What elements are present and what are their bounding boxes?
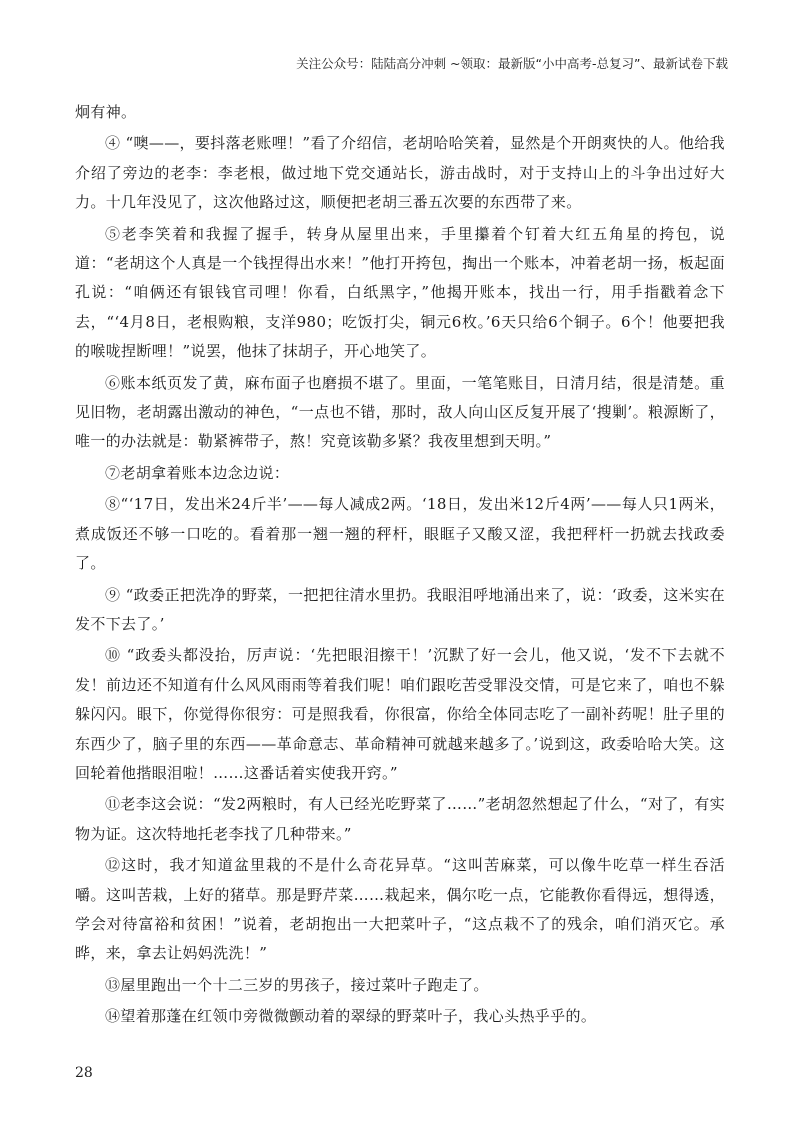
article-body: [75, 98, 725, 1034]
paragraph-4: ④ “噢——，要抖落老账哩！”看了介绍信，老胡哈哈笑着，显然是个开朗爽快的人。他给我介绍了旁边的老李：李老根，做过地下党交通站长，游击战时，对于支持山上的斗争出过好大力。十几年没见了，这次他路过这，顺便把老胡三番五次要的东西带了来。: [75, 134, 725, 212]
paragraph-10: ⑩ “政委头都没抬，厉声说：‘先把眼泪擦干！’沉默了好一会儿，他又说，‘发不下去就不发！前边还不知道有什么风风雨雨等着我们呢！咱们跟吃苦受罪没交情，可是它来了，咱也不躲躲闪闪。眼下，你觉得你很穷：可是照我看，你很富，你给全体同志吃了一副补药呢！肚子里的东西少了，脑子里的东西——革命意志、革命精神可就越来越多了。’说到这，政委哈哈大笑。这回轮着他揩眼泪啦！……这番话着实使我开窍。”: [75, 646, 725, 782]
paragraph-8: ⑧“‘17日，发出米24斤半’——每人减成2两。‘18日，发出米12斤4两’——每人只1两米，煮成饭还不够一口吃的。看着那一翘一翘的秤杆，眼眶子又酸又涩，我把秤杆一扔就去找政委了。: [75, 495, 725, 573]
paragraph-5: ⑤老李笑着和我握了握手，转身从屋里出来，手里攥着个钉着大红五角星的挎包，说道：“老胡这个人真是一个钱捏得出水来！”他打开挎包，掏出一个账本，冲着老胡一扬，板起面孔说：“咱俩还有银钱官司哩！你看，白纸黑字，”他揭开账本，找出一行，用手指戳着念下去，“‘4月8日，老根购粮，支洋980；吃饭打尖，铜元6枚。’6天只给6个铜子。6个！他要把我的喉咙捏断哩！”说罢，他抹了抹胡子，开心地笑了。: [75, 224, 725, 361]
paragraph-11: ⑪老李这会说：“发2两粮时，有人已经光吃野菜了……”老胡忽然想起了什么，“对了，有实物为证。这次特地托老李找了几种带来。”: [75, 795, 725, 843]
page-number: 28: [75, 1065, 93, 1081]
paragraph-continuation: 炯有神。: [75, 103, 137, 121]
paragraph-14: ⑭望着那蓬在红领巾旁微微颤动着的翠绿的野菜叶子，我心头热乎乎的。: [105, 1007, 597, 1026]
paragraph-7: ⑦老胡拿着账本边念边说：: [105, 463, 290, 482]
paragraph-12: ⑫这时，我才知道盆里栽的不是什么奇花异草。“这叫苦麻菜，可以像牛吃草一样生吞活嚼。这叫苦栽，上好的猪草。那是野芹菜……栽起来，偶尔吃一点，它能教你看得远，想得透，学会对待富裕和贫困！”说着，老胡抱出一大把菜叶子，“这点栽不了的残余，咱们消灭它。承晔，来，拿去让妈妈洗洗！”: [75, 856, 725, 963]
paragraph-9: ⑨ “政委正把洗净的野菜，一把把往清水里扔。我眼泪呼地涌出来了，说：‘政委，这米实在发不下去了。’: [75, 585, 725, 633]
paragraph-13: ⑬屋里跑出一个十二三岁的男孩子，接过菜叶子跑走了。: [105, 975, 489, 994]
page-header: 关注公众号：陆陆高分冲刺 ~领取：最新版“小中高考-总复习”、最新试卷下载: [296, 56, 728, 71]
paragraph-6: ⑥账本纸页发了黄，麻布面子也磨损不堪了。里面，一笔笔账目，日清月结，很是清楚。重见旧物，老胡露出激动的神色，“一点也不错，那时，敌人向山区反复开展了‘搜剿’。粮源断了，唯一的办法就是：勒紧裤带子，熬！究竟该勒多紧？我夜里想到天明。”: [75, 373, 725, 451]
